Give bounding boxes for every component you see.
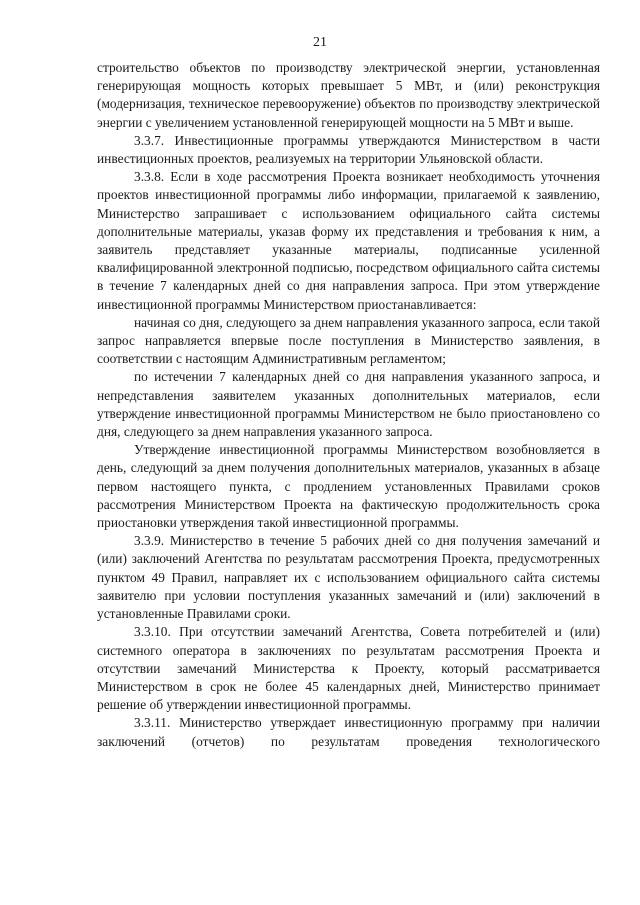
page-number: 21 <box>313 35 327 50</box>
paragraph-3-3-11: 3.3.11. Министерство утверждает инвестиционную программу при наличии заключений (отчетов) по результатам проведения технологического <box>97 715 600 749</box>
paragraph-resumption: Утверждение инвестиционной программы Министерством возобновляется в день, следующий за днем получения дополнительных материалов, указанных в абзаце первом настоящего пункта, с продлением установленных Правилами сроков рассмотрения Министерством Проекта на фактическую продолжительность срока приостановки утверждения такой инвестиционной программы. <box>97 442 600 531</box>
paragraph-3-3-10: 3.3.10. При отсутствии замечаний Агентства, Совета потребителей и (или) системного оператора в заключениях по результатам рассмотрения Проекта и отсутствии замечаний Министерства к Проекту, который рассматривается Министерством в срок не более 45 календарных дней, Министерство принимает решение об утверждении инвестиционной программы. <box>97 624 600 713</box>
paragraph-3-3-7: 3.3.7. Инвестиционные программы утверждаются Министерством в части инвестиционных проектов, реализуемых на территории Ульяновской области. <box>97 132 600 167</box>
document-body <box>97 59 600 751</box>
paragraph-3-3-9: 3.3.9. Министерство в течение 5 рабочих дней со дня получения замечаний и (или) заключений Агентства по результатам рассмотрения Проекта, предусмотренных пунктом 49 Правил, направляет их с использованием официального сайта системы заявителю при условии поступления указанных замечаний и (или) заключений в установленные Правилами сроки. <box>97 533 600 622</box>
paragraph-suspension-expiry: по истечении 7 календарных дней со дня направления указанного запроса, и непредставления заявителем указанных дополнительных материалов, если утверждение инвестиционной программы Министерством не было приостановлено со дня, следующего за днем направления указанного запроса. <box>97 369 600 440</box>
paragraph-3-3-8: 3.3.8. Если в ходе рассмотрения Проекта возникает необходимость уточнения проектов инвестиционной программы либо информации, прилагаемой к заявлению, Министерство запрашивает с использованием официального сайта системы дополнительные материалы, указав форму их представления и требования к ним, а заявитель представляет указанные материалы, подписанные усиленной квалифицированной электронной подписью, посредством официального сайта системы в течение 7 календарных дней со дня направления запроса. При этом утверждение инвестиционной программы Министерством приостанавливается: <box>97 169 600 312</box>
paragraph-suspension-start: начиная со дня, следующего за днем направления указанного запроса, если такой запрос направляется впервые после поступления в Министерство заявления, в соответствии с настоящим Административным регламентом; <box>97 314 600 367</box>
paragraph-continuation: строительство объектов по производству электрической энергии, установленная генерирующая мощность которых превышает 5 МВт, и (или) реконструкция (модернизация, техническое перевооружение) объектов по производству электрической энергии с увеличением установленной генерирующей мощности на 5 МВт и выше. <box>97 60 600 130</box>
